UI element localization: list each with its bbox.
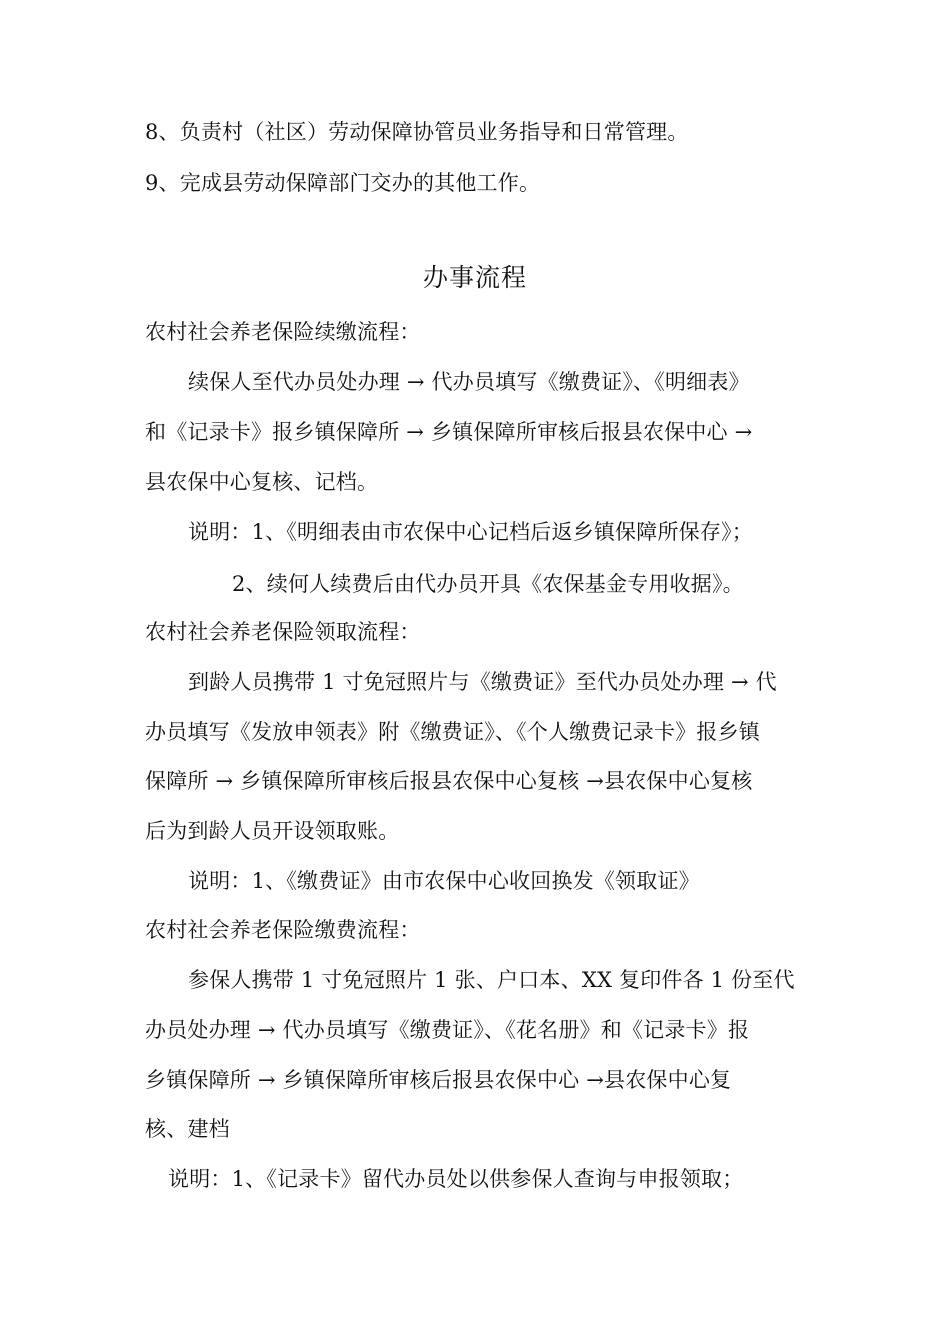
payment-process-paragraph-line-3: 乡镇保障所 → 乡镇保障所审核后报县农保中心 →县农保中心复 (145, 1068, 732, 1092)
renewal-process-paragraph-line-1: 续保人至代办员处办理 → 代办员填写《缴费证》、《明细表》 (188, 370, 750, 394)
payment-process-paragraph-line-4: 核、建档 (145, 1117, 230, 1141)
renewal-process-paragraph-line-3: 县农保中心复核、记档。 (145, 470, 379, 494)
claim-process-paragraph-line-4: 后为到龄人员开设领取账。 (145, 819, 400, 843)
claim-process-heading: 农村社会养老保险领取流程： (145, 620, 421, 644)
claim-process-paragraph-line-3: 保障所 → 乡镇保障所审核后报县农保中心复核 →县农保中心复核 (145, 769, 753, 793)
duty-item-8: 8、负责村（社区）劳动保障协管员业务指导和日常管理。 (145, 120, 689, 144)
payment-process-heading: 农村社会养老保险缴费流程： (145, 918, 421, 942)
renewal-process-note-2: 2、续何人续费后由代办员开具《农保基金专用收据》。 (232, 572, 744, 596)
claim-process-paragraph-line-2: 办员填写《发放申领表》附《缴费证》、《个人缴费记录卡》报乡镇 (145, 720, 760, 744)
renewal-process-heading: 农村社会养老保险续缴流程： (145, 320, 421, 344)
duty-item-9: 9、完成县劳动保障部门交办的其他工作。 (145, 171, 541, 195)
payment-process-paragraph-line-1: 参保人携带 1 寸免冠照片 1 张、户口本、XX 复印件各 1 份至代 (188, 968, 795, 992)
claim-process-paragraph-line-1: 到龄人员携带 1 寸免冠照片与《缴费证》至代办员处办理 → 代 (188, 670, 777, 694)
section-title: 办事流程 (422, 263, 527, 292)
claim-process-note-1: 说明：1、《缴费证》由市农保中心收回换发《领取证》 (188, 869, 700, 893)
payment-process-note-1: 说明：1、《记录卡》留代办员处以供参保人查询与申报领取； (168, 1167, 744, 1191)
payment-process-paragraph-line-2: 办员处办理 → 代办员填写《缴费证》、《花名册》和《记录卡》报 (145, 1018, 750, 1042)
renewal-process-paragraph-line-2: 和《记录卡》报乡镇保障所 → 乡镇保障所审核后报县农保中心 → (145, 420, 753, 444)
renewal-process-note-1: 说明：1、《明细表由市农保中心记档后返乡镇保障所保存》； (188, 520, 753, 544)
